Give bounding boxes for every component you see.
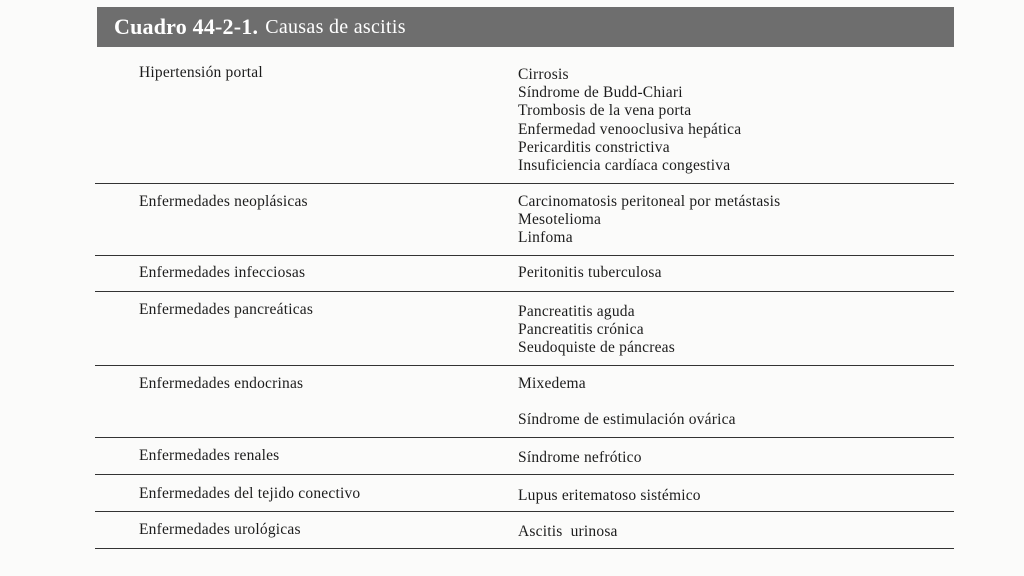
- cause-item: Pancreatitis crónica: [518, 321, 644, 339]
- category-label: Enfermedades infecciosas: [139, 264, 306, 281]
- cause-item: Ascitis urinosa: [518, 523, 618, 540]
- cause-item: Enfermedad venooclusiva hepática: [518, 120, 742, 138]
- table-row: [95, 184, 954, 256]
- table-row: [95, 292, 954, 366]
- cause-item: Mesotelioma: [518, 211, 602, 229]
- cause-list: [518, 447, 954, 474]
- category-label: Enfermedades neoplásicas: [139, 193, 308, 210]
- table-row: [95, 57, 954, 184]
- cause-list: [518, 485, 954, 511]
- cause-list: [518, 193, 954, 255]
- cause-item: Seudoquiste de páncreas: [518, 339, 675, 357]
- table-row: [95, 366, 954, 438]
- category-label: Enfermedades endocrinas: [139, 375, 304, 392]
- cause-item: Síndrome nefrótico: [518, 449, 642, 466]
- cause-item: Síndrome de Budd-Chiari: [518, 84, 683, 102]
- cause-item: Síndrome de estimulación ovárica: [518, 411, 736, 429]
- cause-item: Lupus eritematoso sistémico: [518, 487, 701, 504]
- table-number: Cuadro 44-2-1.: [114, 14, 259, 39]
- table-row: [95, 475, 954, 512]
- table-row: [95, 512, 954, 549]
- cause-list: [518, 375, 954, 437]
- cause-list: [518, 521, 954, 548]
- category-label: Hipertensión portal: [139, 64, 263, 81]
- causes-table: [95, 57, 954, 549]
- cause-item: Pericarditis constrictiva: [518, 138, 670, 156]
- table-header-bar: [97, 7, 954, 47]
- cause-item: Linfoma: [518, 229, 573, 247]
- cause-list: [518, 301, 954, 365]
- cause-item: Carcinomatosis peritoneal por metástasis: [518, 193, 781, 210]
- cause-item: Pancreatitis aguda: [518, 303, 635, 320]
- category-label: Enfermedades pancreáticas: [139, 301, 314, 318]
- cause-item: Trombosis de la vena porta: [518, 102, 692, 120]
- cause-item: Peritonitis tuberculosa: [518, 264, 662, 281]
- cause-item: Insuficiencia cardíaca congestiva: [518, 157, 731, 175]
- cause-item: Cirrosis: [518, 66, 569, 83]
- table-title: Causas de ascitis: [265, 15, 406, 38]
- cause-list: [518, 264, 954, 291]
- table-row: [95, 256, 954, 292]
- table-row: [95, 438, 954, 475]
- category-label: Enfermedades urológicas: [139, 521, 301, 538]
- cause-list: [518, 64, 954, 183]
- cause-item: Mixedema: [518, 375, 586, 392]
- category-label: Enfermedades renales: [139, 447, 280, 464]
- category-label: Enfermedades del tejido conectivo: [139, 485, 361, 502]
